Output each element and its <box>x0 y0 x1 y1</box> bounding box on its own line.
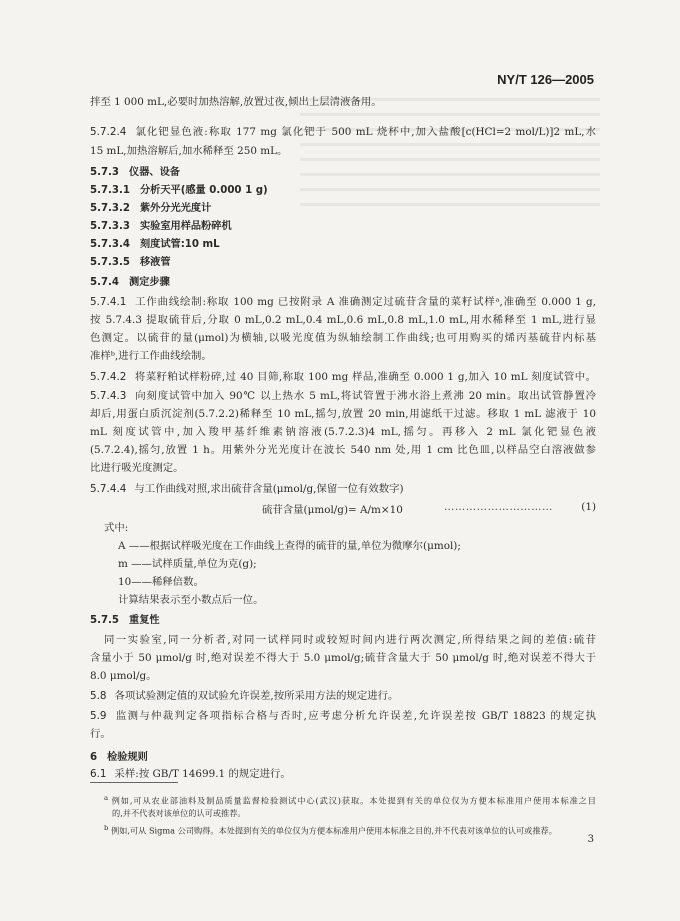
item-5-7-3-2 <box>90 200 596 217</box>
clause-5-8 <box>90 688 596 705</box>
clause-text: 将菜籽粕试样粉碎,过 40 目筛,称取 100 mg 样品,准确至 0.000 1 g,加入 10 mL 刻度试管中。 <box>134 371 596 383</box>
section-title: 仪器、设备 <box>129 167 180 178</box>
clause-number: 5.9 <box>90 710 107 722</box>
section-5-7-3-heading <box>90 164 596 181</box>
footnote-text: 例如,可从农业部油料及制品质量监督检验测试中心(武汉)获取。本处提到有关的单位仅为方便本标准用户使用本标准之目 <box>111 795 596 806</box>
clause-5-7-4-1 <box>90 294 596 311</box>
section-number: 5.7.3 <box>90 167 120 178</box>
item-text: 紫外分光光度计 <box>139 203 212 214</box>
clause-text: 向刻度试管中加入 90℃ 以上热水 5 mL,将试管置于沸水浴上煮沸 20 min。取出试管静置冷 <box>134 390 596 402</box>
item-number: 5.7.3.5 <box>90 257 130 268</box>
item-number: 5.7.3.3 <box>90 221 130 232</box>
item-text: 移液管 <box>139 257 171 268</box>
clause-number: 5.7.2.4 <box>90 126 127 138</box>
section-number: 5.7.4 <box>90 277 120 288</box>
item-text: 分析天平(感量 0.000 1 g) <box>139 185 268 196</box>
footnote-separator <box>90 782 178 783</box>
page-number: 3 <box>587 834 594 845</box>
item-text: 实验室用样品粉碎机 <box>139 221 232 232</box>
item-5-7-3-3 <box>90 218 596 235</box>
clause-5-7-4-4 <box>90 481 596 498</box>
chapter-number: 6 <box>90 752 98 763</box>
footnote-text: 例如,可从 Sigma 公司购得。本处提到有关的单位仅为方便本标准用户使用本标准之目的,并不代表对该单位的认可或推荐。 <box>110 825 557 836</box>
formula: 硫苷含量(μmol/g)= A/m×10 <box>262 504 403 516</box>
text-line: 准样ᵇ,进行工作曲线绘制。 <box>90 350 212 362</box>
section-title: 测定步骤 <box>129 277 170 288</box>
clause-text: 工作曲线绘制:称取 100 mg 已按附录 A 准确测定过硫苷含量的菜籽试样ᵃ,准确至 0.000 1 g, <box>134 296 596 308</box>
definition-A: A ——根据试样吸光度在工作曲线上查得的硫苷的量,单位为微摩尔(μmol); <box>118 540 461 552</box>
item-5-7-3-5 <box>90 254 596 271</box>
text-line: 色测定。以硫苷的量(μmol)为横轴,以吸光度值为纵轴绘制工作曲线;也可用购买的烯丙基硫苷内标基 <box>90 332 596 344</box>
section-number: 5.7.5 <box>90 615 120 626</box>
text-line: 含量小于 50 μmol/g 时,绝对误差不得大于 5.0 μmol/g;硫苷含量大于 50 μmol/g 时,绝对误差不得大于 <box>90 652 596 664</box>
definition-m: m ——试样质量,单位为克(g); <box>118 558 257 570</box>
definition-10: 10——稀释倍数。 <box>118 576 204 588</box>
item-5-7-3-1 <box>90 182 596 199</box>
clause-5-9 <box>90 708 596 725</box>
formula-leader-dots: ………………………… <box>444 501 553 513</box>
text-line: 8.0 μmol/g。 <box>90 670 157 682</box>
item-number: 5.7.3.2 <box>90 203 130 214</box>
footnote-a-continued: 的,并不代表对该单位的认可或推荐。 <box>112 808 246 818</box>
footnote-b <box>104 821 596 838</box>
standard-code-header: NY/T 126—2005 <box>497 72 594 87</box>
text-line: 行。 <box>90 728 111 740</box>
item-number: 5.7.3.4 <box>90 239 130 250</box>
section-5-7-5-heading <box>90 612 596 629</box>
item-text: 刻度试管:10 mL <box>139 239 220 250</box>
text-line: 拌至 1 000 mL,必要时加热溶解,放置过夜,倾出上层清液备用。 <box>90 96 382 108</box>
clause-5-7-4-3 <box>90 388 596 405</box>
text-line: (5.7.2.4),摇匀,放置 1 h。用紫外分光光度计在波长 540 nm 处,用 1 cm 比色皿,以样品空白溶液做参 <box>90 444 596 456</box>
section-title: 重复性 <box>129 615 160 626</box>
formula-number: (1) <box>581 501 596 513</box>
item-5-7-3-4 <box>90 236 596 253</box>
text-line: 按 5.7.4.3 提取硫苷后,分取 0 mL,0.2 mL,0.4 mL,0.6 mL,0.8 mL,1.0 mL,用水稀释至 1 mL,进行显 <box>90 314 596 326</box>
clause-text: 监测与仲裁判定各项指标合格与否时,应考虑分析允许误差,允许误差按 GB/T 18823 的规定执 <box>114 710 596 722</box>
clause-text: 采样:按 GB/T 14699.1 的规定进行。 <box>114 768 291 780</box>
clause-number: 6.1 <box>90 768 107 780</box>
clause-text: 氯化钯显色液:称取 177 mg 氯化钯于 500 mL 烧杯中,加入盐酸[c(HCl=2 mol/L)]2 mL,水 <box>134 126 596 138</box>
calculation-note: 计算结果表示至小数点后一位。 <box>118 594 264 606</box>
clause-number: 5.8 <box>90 690 107 702</box>
clause-number: 5.7.4.3 <box>90 390 127 402</box>
where-label: 式中: <box>104 522 129 534</box>
clause-6-1 <box>90 766 596 783</box>
footnote-marker: a <box>104 794 109 802</box>
text-line: 却后,用蛋白质沉淀剂(5.7.2.2)稀释至 10 mL,摇匀,放置 20 min,用滤纸干过滤。移取 1 mL 滤液于 10 <box>90 408 596 420</box>
clause-number: 5.7.4.1 <box>90 296 127 308</box>
footnote-marker: b <box>104 824 109 832</box>
chapter-6-heading <box>90 749 596 766</box>
item-number: 5.7.3.1 <box>90 185 130 196</box>
section-5-7-4-heading <box>90 274 596 291</box>
chapter-title: 检验规则 <box>107 752 148 763</box>
text-line: 同一实验室,同一分析者,对同一试样同时或较短时间内进行两次测定,所得结果之间的差值:硫苷 <box>104 634 596 646</box>
clause-number: 5.7.4.4 <box>90 483 127 495</box>
clause-text: 各项试验测定值的双试验允许误差,按所采用方法的规定进行。 <box>114 690 399 702</box>
clause-5-7-2-4 <box>90 124 596 141</box>
text-line: 比进行吸光度测定。 <box>90 462 184 474</box>
clause-number: 5.7.4.2 <box>90 371 127 383</box>
clause-5-7-4-2 <box>90 369 596 386</box>
text-line: 15 mL,加热溶解后,加水稀释至 250 mL。 <box>90 145 288 157</box>
clause-text: 与工作曲线对照,求出硫苷含量(μmol/g,保留一位有效数字) <box>134 483 404 495</box>
text-line: mL 刻度试管中,加入羧甲基纤维素钠溶液(5.7.2.3)4 mL,摇匀。再移入 2 mL 氯化钯显色液 <box>90 426 596 438</box>
